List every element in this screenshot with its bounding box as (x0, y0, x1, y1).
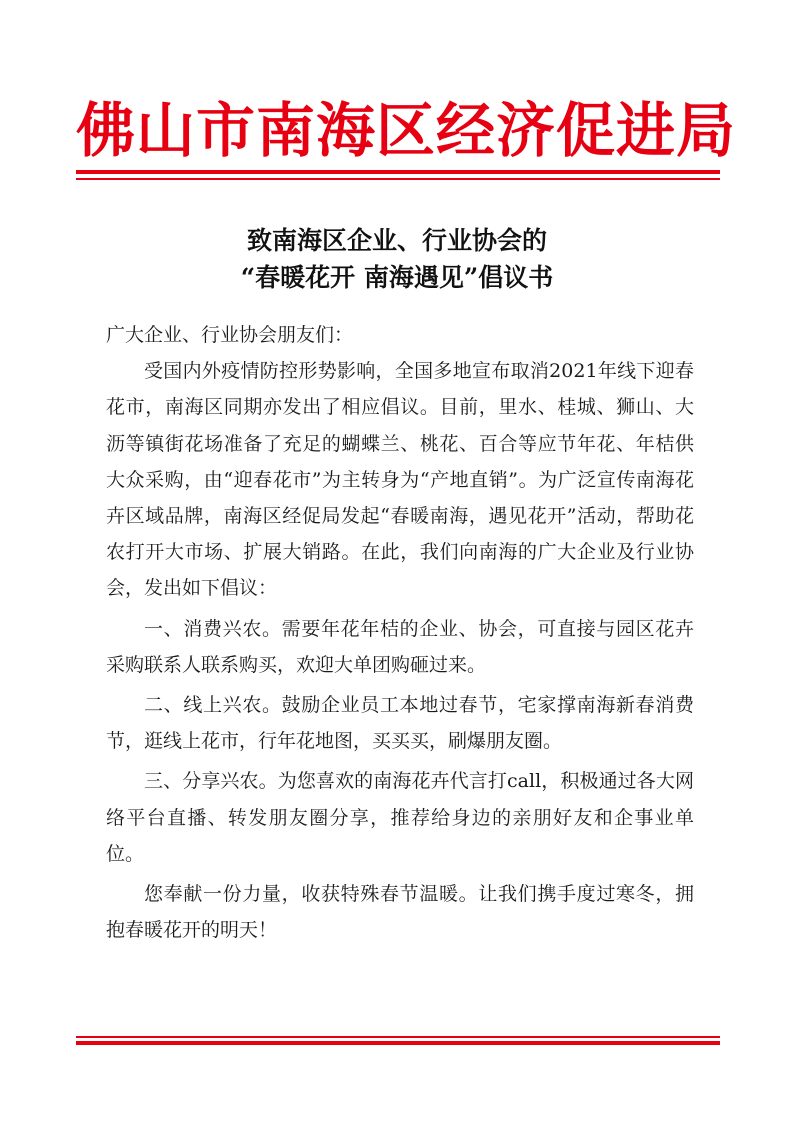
salutation: 广大企业、行业协会朋友们： (106, 324, 354, 346)
proposal-item-3: 三、分享兴农。为您喜欢的南海花卉代言打call，积极通过各大网络平台直播、转发朋友圈分享，推荐给身边的亲朋好友和企事业单位。 (106, 770, 694, 865)
closing-paragraph: 您奉献一份力量，收获特殊春节温暖。让我们携手度过寒冬，拥抱春暖花开的明天！ (106, 883, 694, 942)
document-body (106, 317, 694, 948)
header-rule-thin (76, 178, 720, 180)
proposal-item-1: 一、消费兴农。需要年花年桔的企业、协会，可直接与园区花卉采购联系人联系购买，欢迎大单团购砸过来。 (106, 617, 694, 676)
header-rule-thick (76, 170, 720, 174)
footer-rule-thin (76, 1036, 720, 1038)
footer-rule-thick (76, 1041, 720, 1045)
letterhead-title: 佛山市南海区经济促进局 (76, 96, 737, 165)
intro-paragraph: 受国内外疫情防控形势影响，全国多地宣布取消2021年线下迎春花市，南海区同期亦发出了相应倡议。目前，里水、桂城、狮山、大沥等镇街花场准备了充足的蝴蝶兰、桃花、百合等应节年花、年桔供大众采购，由“迎春花市”为主转身为“产地直销”。为广泛宣传南海花卉区域品牌，南海区经促局发起“春暖南海，遇见花开”活动，帮助花农打开大市场、扩展大销路。在此，我们向南海的广大企业及行业协会，发出如下倡议： (106, 360, 694, 600)
document-title-line-2: “春暖花开 南海遇见”倡议书 (240, 263, 554, 292)
document-title-line-1: 致南海区企业、行业协会的 (246, 226, 547, 255)
proposal-item-2: 二、线上兴农。鼓励企业员工本地过春节，宅家撑南海新春消费节，逛线上花市，行年花地图，买买买，刷爆朋友圈。 (106, 694, 694, 753)
